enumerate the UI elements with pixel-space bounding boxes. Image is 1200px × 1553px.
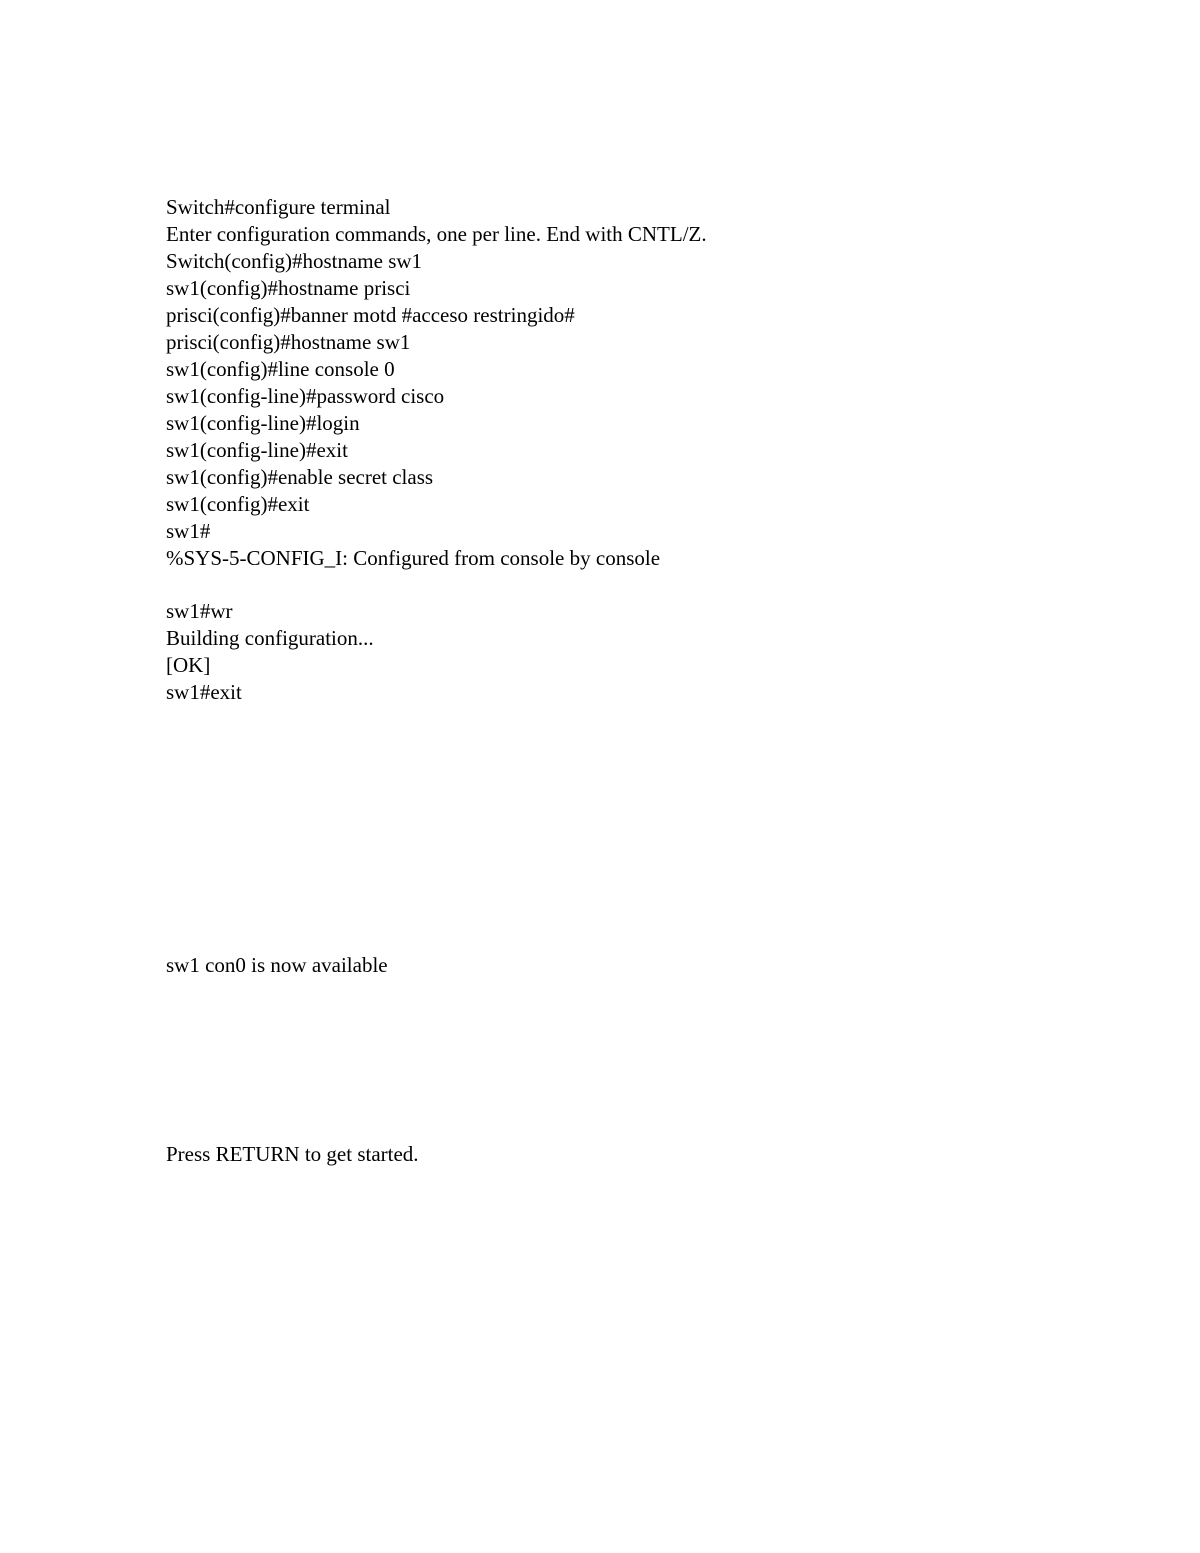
console-available-message: sw1 con0 is now available — [166, 953, 388, 977]
console-line: Switch(config)#hostname sw1 — [166, 249, 423, 273]
console-line: sw1(config)#line console 0 — [166, 357, 395, 381]
console-line: sw1(config-line)#login — [166, 411, 360, 435]
console-line: %SYS-5-CONFIG_I: Configured from console by console — [166, 546, 661, 570]
console-line: sw1#wr — [166, 599, 233, 623]
console-line: Switch#configure terminal — [166, 195, 391, 219]
console-line: sw1(config)#hostname prisci — [166, 276, 411, 300]
console-line: sw1#exit — [166, 680, 242, 704]
console-line: sw1(config-line)#password cisco — [166, 384, 445, 408]
console-line: sw1# — [166, 519, 211, 543]
console-line: Enter configuration commands, one per line. End with CNTL/Z. — [166, 222, 707, 246]
console-transcript — [166, 194, 707, 706]
console-line: prisci(config)#banner motd #acceso restringido# — [166, 303, 575, 327]
console-line: sw1(config-line)#exit — [166, 438, 348, 462]
console-line: sw1(config)#enable secret class — [166, 465, 434, 489]
console-line: Building configuration... — [166, 626, 374, 650]
console-line: prisci(config)#hostname sw1 — [166, 330, 411, 354]
console-line: sw1(config)#exit — [166, 492, 310, 516]
console-line: [OK] — [166, 653, 211, 677]
blank-line — [166, 572, 707, 598]
press-return-message: Press RETURN to get started. — [166, 1142, 419, 1166]
